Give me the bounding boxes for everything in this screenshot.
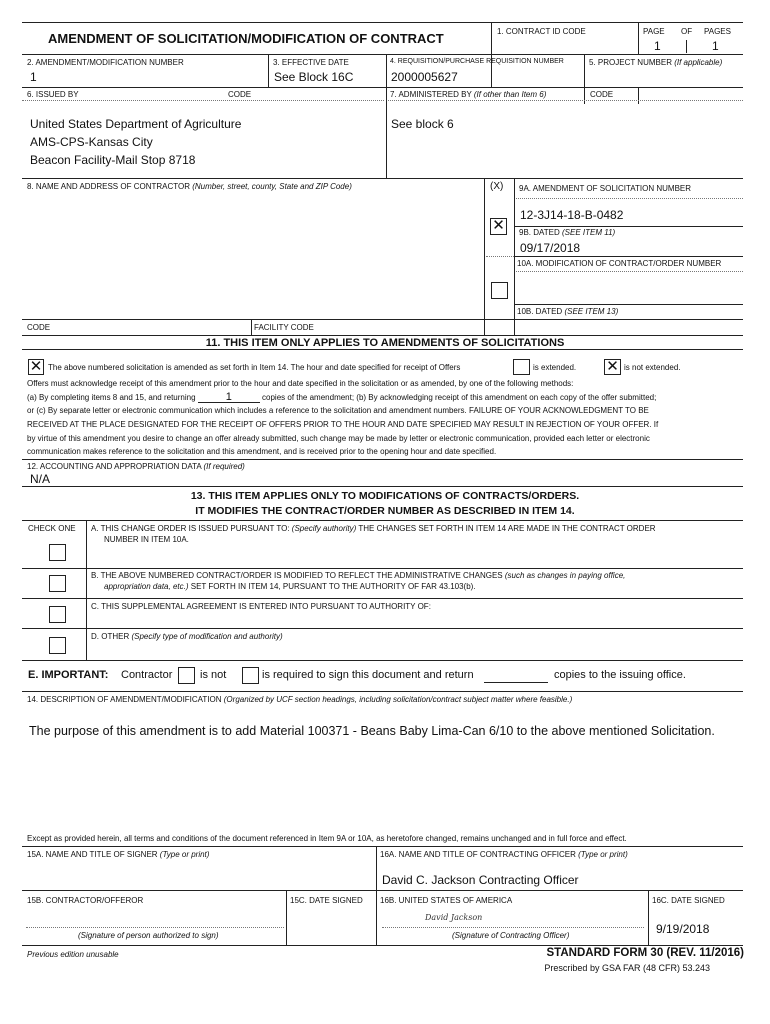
rule — [22, 691, 743, 692]
important-label: E. IMPORTANT: — [28, 669, 109, 681]
of-label: OF — [681, 27, 693, 36]
rule — [22, 349, 743, 350]
rule — [22, 660, 743, 661]
contractor-label-text: 8. NAME AND ADDRESS OF CONTRACTOR — [27, 182, 190, 191]
rule — [22, 890, 743, 891]
rule — [22, 459, 743, 460]
administered-by-label-text: 7. ADMINISTERED BY — [390, 90, 472, 99]
item-13a-checkbox[interactable] — [49, 544, 66, 561]
solicitation-date: 09/17/2018 — [520, 241, 581, 255]
rule — [386, 54, 387, 178]
is-not-extended-label: is not extended. — [624, 363, 681, 372]
facility-code-label: FACILITY CODE — [254, 323, 314, 332]
officer-signature-line — [382, 927, 644, 928]
rule — [514, 178, 515, 335]
item-10-checkbox[interactable] — [491, 282, 508, 299]
contractor-word: Contractor — [121, 669, 173, 681]
officer-name-qualifier: (Type or print) — [578, 850, 628, 859]
issuer-line-2: AMS-CPS-Kansas City — [30, 135, 153, 149]
rule — [22, 22, 743, 23]
item-11-line-1: Offers must acknowledge receipt of this amendment prior to the hour and date specified in the solicitation or as amended, by one of the following methods: — [27, 379, 574, 388]
description-qualifier: (Organized by UCF section headings, including solicitation/contract subject matter where feasible.) — [223, 695, 573, 704]
item-11-title: 11. THIS ITEM ONLY APPLIES TO AMENDMENTS OF SOLICITATIONS — [205, 337, 565, 349]
project-number-label — [589, 58, 722, 67]
administered-by-code-label: CODE — [590, 90, 614, 99]
item-13b-text-2: SET FORTH IN ITEM 14, PURSUANT TO THE AUTHORITY OF FAR 43.103(b). — [190, 582, 476, 591]
dated-10b-label-text: 10B. DATED — [517, 307, 563, 316]
requisition-label: 4. REQUISITION/PURCHASE REQUISITION NUMBER — [390, 58, 564, 65]
item-13b-checkbox[interactable] — [49, 575, 66, 592]
item-13a-text: A. THIS CHANGE ORDER IS ISSUED PURSUANT TO: — [91, 524, 290, 533]
dotted-rule — [516, 271, 743, 272]
dated-9b-qualifier: (SEE ITEM 11) — [561, 228, 616, 237]
dotted-rule — [516, 198, 743, 199]
not-extended-checkbox[interactable]: ✕ — [604, 359, 621, 375]
amendment-number-label: 2. AMENDMENT/MODIFICATION NUMBER — [27, 58, 184, 67]
item-13a-line-1 — [91, 524, 656, 533]
accounting-label — [27, 462, 245, 471]
rule — [86, 520, 87, 660]
requisition-number: 2000005627 — [391, 70, 458, 84]
dated-10b-qualifier: (SEE ITEM 13) — [564, 307, 619, 316]
rule — [22, 846, 743, 847]
rule — [22, 945, 743, 946]
accounting-qualifier: (If required) — [203, 462, 245, 471]
administered-by-value: See block 6 — [391, 117, 454, 131]
except-clause: Except as provided herein, all terms and conditions of the document referenced in Item 9A or 10A, as heretofore changed, remains unchanged and in full force and effect. — [27, 834, 627, 843]
item-13b-text: B. THE ABOVE NUMBERED CONTRACT/ORDER IS MODIFIED TO REFLECT THE ADMINISTRATIVE CHANGES — [91, 571, 503, 580]
copies-to-label: copies to the issuing office. — [554, 669, 686, 681]
rule — [22, 598, 743, 599]
item-13b-line-1 — [91, 571, 625, 580]
rule — [584, 54, 585, 87]
rule — [22, 628, 743, 629]
item-13b-line-2 — [104, 582, 476, 591]
page-count: 1 — [712, 39, 719, 53]
is-not-checkbox[interactable] — [178, 667, 195, 684]
rule — [484, 178, 485, 335]
contractor-signature-caption: (Signature of person authorized to sign) — [78, 931, 219, 940]
prescribed-by: Prescribed by GSA FAR (48 CFR) 53.243 — [544, 963, 710, 973]
contractor-offeror-label: 15B. CONTRACTOR/OFFEROR — [27, 896, 144, 905]
administered-by-qualifier: (If other than Item 6) — [473, 90, 547, 99]
item-11-statement: The above numbered solicitation is amended as set forth in Item 14. The hour and date specified for receipt of Offers — [48, 363, 461, 372]
signer-name-label-text: 15A. NAME AND TITLE OF SIGNER — [27, 850, 158, 859]
item-11-line-2a: (a) By completing items 8 and 15, and returning — [27, 393, 196, 402]
item-11-line-2b: copies of the amendment; (b) By acknowledging receipt of this amendment on each copy of the offer submitted; — [262, 393, 657, 402]
page-number: 1 — [654, 39, 661, 53]
usa-label: 16B. UNITED STATES OF AMERICA — [380, 896, 513, 905]
item-13d-checkbox[interactable] — [49, 637, 66, 654]
item-11-line-3: or (c) By separate letter or electronic communication which includes a reference to the solicitation and amendment numbers. FAILURE OF YOUR ACKNOWLEDGMENT TO BE — [27, 406, 649, 415]
issuer-line-1: United States Department of Agriculture — [30, 117, 242, 131]
date-signed-value: 9/19/2018 — [656, 922, 710, 936]
rule — [268, 54, 269, 87]
dotted-rule — [388, 100, 743, 101]
item-13-title-2: IT MODIFIES THE CONTRACT/ORDER NUMBER AS DESCRIBED IN ITEM 14. — [195, 505, 575, 517]
item-11-line-4: RECEIVED AT THE PLACE DESIGNATED FOR THE RECEIPT OF OFFERS PRIOR TO THE HOUR AND DATE SPECIFIED MAY RESULT IN REJECTION OF YOUR OFFER. If — [27, 420, 659, 429]
copies-blank[interactable] — [484, 682, 548, 683]
officer-signature-caption: (Signature of Contracting Officer) — [452, 931, 570, 940]
date-signed-15c-label: 15C. DATE SIGNED — [290, 896, 363, 905]
rule — [491, 22, 492, 87]
rule — [22, 520, 743, 521]
is-required-checkbox[interactable] — [242, 667, 259, 684]
contractor-signature-line[interactable] — [26, 927, 284, 928]
modification-number-label: 10A. MODIFICATION OF CONTRACT/ORDER NUMBER — [517, 259, 722, 268]
check-one-label: CHECK ONE — [28, 524, 76, 533]
dated-9b-label-text: 9B. DATED — [519, 228, 560, 237]
rule — [638, 88, 639, 104]
item-13a-authority: (Specify authority) — [291, 524, 357, 533]
item-13b-note: (such as changes in paying office, — [504, 571, 626, 580]
officer-name-label-text: 16A. NAME AND TITLE OF CONTRACTING OFFICER — [380, 850, 576, 859]
solicitation-number: 12-3J14-18-B-0482 — [520, 208, 624, 222]
dated-9b-label — [519, 228, 615, 237]
item-13d-note: (Specify type of modification and authority) — [131, 632, 283, 641]
contract-id-label: 1. CONTRACT ID CODE — [497, 27, 586, 36]
rule — [22, 178, 743, 179]
item-13c-text: C. THIS SUPPLEMENTAL AGREEMENT IS ENTERED INTO PURSUANT TO AUTHORITY OF: — [91, 602, 431, 611]
dotted-rule — [22, 100, 384, 101]
dated-10b-label — [517, 307, 618, 316]
accounting-value: N/A — [30, 472, 51, 486]
rule — [376, 846, 377, 945]
rule — [251, 319, 252, 335]
rule — [638, 22, 639, 54]
rule — [286, 890, 287, 945]
description-text: The purpose of this amendment is to add Material 100371 - Beans Baby Lima-Can 6/10 to the above mentioned Solicitation. — [29, 724, 715, 738]
item-11-line-5: by virtue of this amendment you desire to change an offer already submitted, such change may be made by letter or electronic communication, provided each letter or electronic — [27, 434, 650, 443]
item-13b-note-2: appropriation data, etc.) — [104, 582, 189, 591]
rule — [22, 335, 743, 336]
officer-signature: David Jackson — [425, 913, 483, 922]
issuer-line-3: Beacon Facility-Mail Stop 8718 — [30, 153, 196, 167]
rule — [22, 319, 743, 320]
is-required-label: is required to sign this document and return — [262, 669, 474, 681]
amended-checkbox[interactable]: ✕ — [29, 358, 43, 375]
effective-date: See Block 16C — [274, 70, 354, 84]
date-signed-16c-label: 16C. DATE SIGNED — [652, 896, 725, 905]
pages-label: PAGES — [704, 27, 731, 36]
issued-by-code-label: CODE — [228, 90, 252, 99]
rule — [22, 486, 743, 487]
administered-by-label — [390, 90, 546, 99]
project-number-label-text: 5. PROJECT NUMBER — [589, 58, 672, 67]
issued-by-label: 6. ISSUED BY — [27, 90, 79, 99]
amendment-solicitation-label: 9A. AMENDMENT OF SOLICITATION NUMBER — [519, 184, 692, 193]
description-label-text: 14. DESCRIPTION OF AMENDMENT/MODIFICATION — [27, 695, 222, 704]
is-extended-label: is extended. — [533, 363, 577, 372]
contractor-qualifier: (Number, street, county, State and ZIP Code) — [192, 182, 352, 191]
effective-date-label: 3. EFFECTIVE DATE — [273, 58, 349, 67]
item-13d-text: D. OTHER — [91, 632, 130, 641]
officer-name-label — [380, 850, 628, 859]
extended-checkbox[interactable] — [513, 359, 530, 375]
is-not-label: is not — [200, 669, 227, 681]
amendment-number: 1 — [30, 70, 37, 84]
contractor-code-label: CODE — [27, 323, 51, 332]
item-13-title-1: 13. THIS ITEM APPLIES ONLY TO MODIFICATIONS OF CONTRACTS/ORDERS. — [190, 490, 580, 502]
item-11-line-2 — [27, 391, 743, 405]
page-divider — [686, 40, 687, 53]
officer-name: David C. Jackson Contracting Officer — [382, 873, 579, 887]
rule — [514, 304, 743, 305]
description-label — [27, 695, 572, 704]
form-number: STANDARD FORM 30 (REV. 11/2016) — [546, 947, 744, 959]
item-9-checkbox[interactable]: ✕ — [490, 218, 507, 235]
project-number-qualifier: (If applicable) — [674, 58, 723, 67]
rule — [648, 890, 649, 945]
item-13c-checkbox[interactable] — [49, 606, 66, 623]
item-13d-line — [91, 632, 283, 641]
signer-name-label — [27, 850, 209, 859]
contractor-label — [27, 182, 352, 191]
item-13a-line-2: NUMBER IN ITEM 10A. — [104, 535, 189, 544]
rule — [514, 226, 743, 227]
copies-count: 1 — [198, 392, 260, 403]
item-11-line-6: communication makes reference to the solicitation and this amendment, and is received prior to the opening hour and date specified. — [27, 447, 497, 456]
signer-name-qualifier: (Type or print) — [159, 850, 210, 859]
item-13a-text-2: THE CHANGES SET FORTH IN ITEM 14 ARE MADE IN THE CONTRACT ORDER — [358, 524, 656, 533]
previous-edition-note: Previous edition unusable — [27, 950, 119, 959]
x-header: (X) — [490, 181, 504, 192]
accounting-label-text: 12. ACCOUNTING AND APPROPRIATION DATA — [27, 462, 202, 471]
rule — [514, 256, 743, 257]
rule — [22, 87, 743, 88]
rule — [584, 88, 585, 104]
rule — [22, 54, 743, 55]
rule — [22, 568, 743, 569]
form-title: AMENDMENT OF SOLICITATION/MODIFICATION OF CONTRACT — [48, 31, 444, 46]
page-label: PAGE — [643, 27, 665, 36]
dotted-rule — [486, 256, 514, 257]
